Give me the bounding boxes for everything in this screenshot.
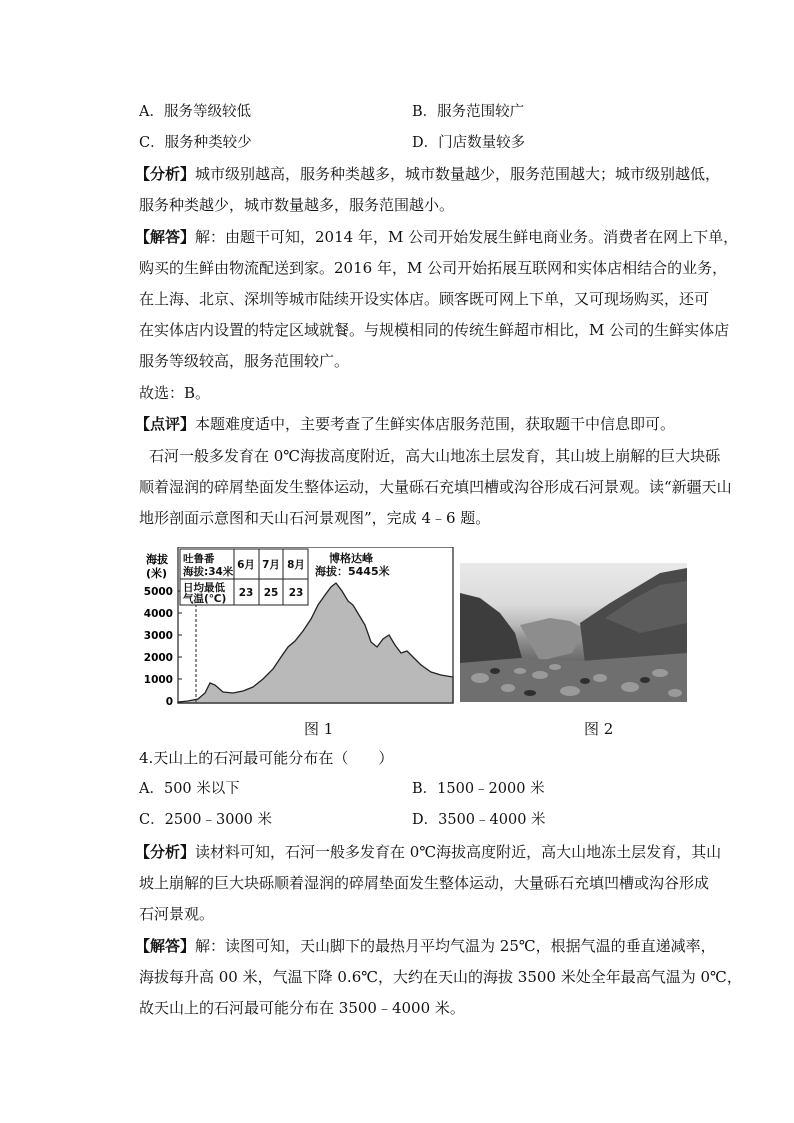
q4-answer-text: 解：读图可知，天山脚下的最热月平均气温为 25℃，根据气温的垂直递减率， (195, 937, 716, 955)
table-month: 8月 (287, 559, 305, 571)
figure2-caption: 图 2 (584, 720, 614, 738)
y-tick: 1000 (143, 674, 173, 686)
q4-analysis-line1 (135, 842, 721, 862)
table-place: 吐鲁番 (183, 553, 215, 565)
q3-option-d: D．门店数量较多 (412, 135, 526, 151)
temperature-table (180, 549, 308, 605)
q4-analysis-line2: 坡上崩解的巨大块砾顺着湿润的碎屑垫面发生整体运动，大量砾石充填凹槽或沟谷形成 (139, 874, 710, 892)
q4-stem: 4.天山上的石河最可能分布在（ ） (139, 749, 394, 767)
q4-answer-line3: 故天山上的石河最可能分布在 3500﹣4000 米。 (139, 999, 465, 1017)
peak-name: 博格达峰 (329, 552, 373, 565)
q4-option-b: B．1500﹣2000 米 (412, 781, 545, 797)
y-tick: 0 (165, 696, 173, 707)
analysis-text: 城市级别越高，服务种类越多，城市数量越少，服务范围越大；城市级别越低， (195, 165, 721, 183)
q3-option-c: C．服务种类较少 (139, 135, 252, 151)
table-temp: 23 (238, 587, 254, 599)
y-tick: 5000 (143, 586, 173, 598)
answer-text: 解：由题干可知，2014 年，M 公司开始发展生鲜电商业务。消费者在网上下单， (195, 228, 739, 246)
q3-option-a: A．服务等级较低 (139, 104, 251, 120)
y-tick: 2000 (143, 652, 173, 664)
q4-analysis-line3: 石河景观。 (139, 905, 215, 923)
q3-choice: 故选：B。 (139, 384, 211, 402)
material-line3: 地形剖面示意图和天山石河景观图”，完成 4﹣6 题。 (139, 509, 491, 527)
q4-answer-tag: 【解答】 (135, 937, 196, 955)
q3-answer-line3: 在上海、北京、深圳等城市陆续开设实体店。顾客既可网上下单，又可现场购买，还可 (139, 290, 710, 308)
analysis-tag: 【分析】 (135, 165, 196, 183)
table-temp: 25 (263, 587, 279, 599)
q3-comment (135, 414, 675, 434)
q4-option-a: A．500 米以下 (139, 781, 240, 797)
y-tick: 3000 (143, 630, 173, 642)
peak-altitude: 海拔：5445米 (315, 565, 390, 578)
material-line2: 顺着湿润的碎屑垫面发生整体运动，大量砾石充填凹槽或沟谷形成石河景观。读“新疆天山 (139, 478, 732, 496)
q4-option-c: C．2500﹣3000 米 (139, 812, 273, 828)
q4-answer-line1 (135, 936, 716, 956)
q3-option-b: B．服务范围较广 (412, 104, 525, 120)
q4-answer-line2: 海拔每升高 00 米，气温下降 0.6℃，大约在天山的海拔 3500 米处全年最高气温为 0℃， (139, 968, 742, 986)
q3-analysis-line1 (135, 164, 720, 184)
q3-analysis-line2: 服务种类越少，城市数量越多，服务范围越小。 (139, 196, 455, 214)
table-month: 6月 (237, 559, 255, 571)
y-axis-label-2: (米) (146, 567, 168, 580)
answer-tag: 【解答】 (135, 228, 196, 246)
q4-analysis-text: 读材料可知，石河一般多发育在 0℃海拔高度附近，高大山地冻土层发育，其山 (195, 843, 722, 861)
q4-option-d: D．3500﹣4000 米 (412, 812, 546, 828)
table-row-label-2: 气温(℃) (183, 593, 227, 605)
comment-text: 本题难度适中，主要考查了生鲜实体店服务范围，获取题干中信息即可。 (195, 415, 676, 433)
table-temp: 23 (288, 587, 304, 599)
q3-answer-line2: 购买的生鲜由物流配送到家。2016 年，M 公司开始拓展互联网和实体店相结合的业务， (139, 259, 728, 277)
figure1-caption: 图 1 (304, 720, 334, 738)
comment-tag: 【点评】 (135, 415, 196, 433)
table-month: 7月 (262, 559, 280, 571)
stone-river-photo (460, 563, 687, 702)
y-tick: 4000 (143, 608, 173, 620)
table-row-label-1: 日均最低 (183, 582, 225, 594)
y-axis-label-1: 海拔 (146, 553, 168, 566)
q3-answer-line1 (135, 227, 738, 247)
material-line1: 石河一般多发育在 0℃海拔高度附近，高大山地冻土层发育，其山坡上崩解的巨大块砾 (149, 447, 721, 465)
q3-answer-line4: 在实体店内设置的特定区域就餐。与规模相同的传统生鲜超市相比，M 公司的生鲜实体店 (139, 321, 730, 339)
q4-analysis-tag: 【分析】 (135, 843, 196, 861)
q3-answer-line5: 服务等级较高，服务范围较广。 (139, 352, 350, 370)
table-altitude: 海拔:34米 (183, 566, 234, 578)
terrain-profile-figure (143, 547, 455, 707)
stone-river-photo-drawing (460, 563, 687, 702)
